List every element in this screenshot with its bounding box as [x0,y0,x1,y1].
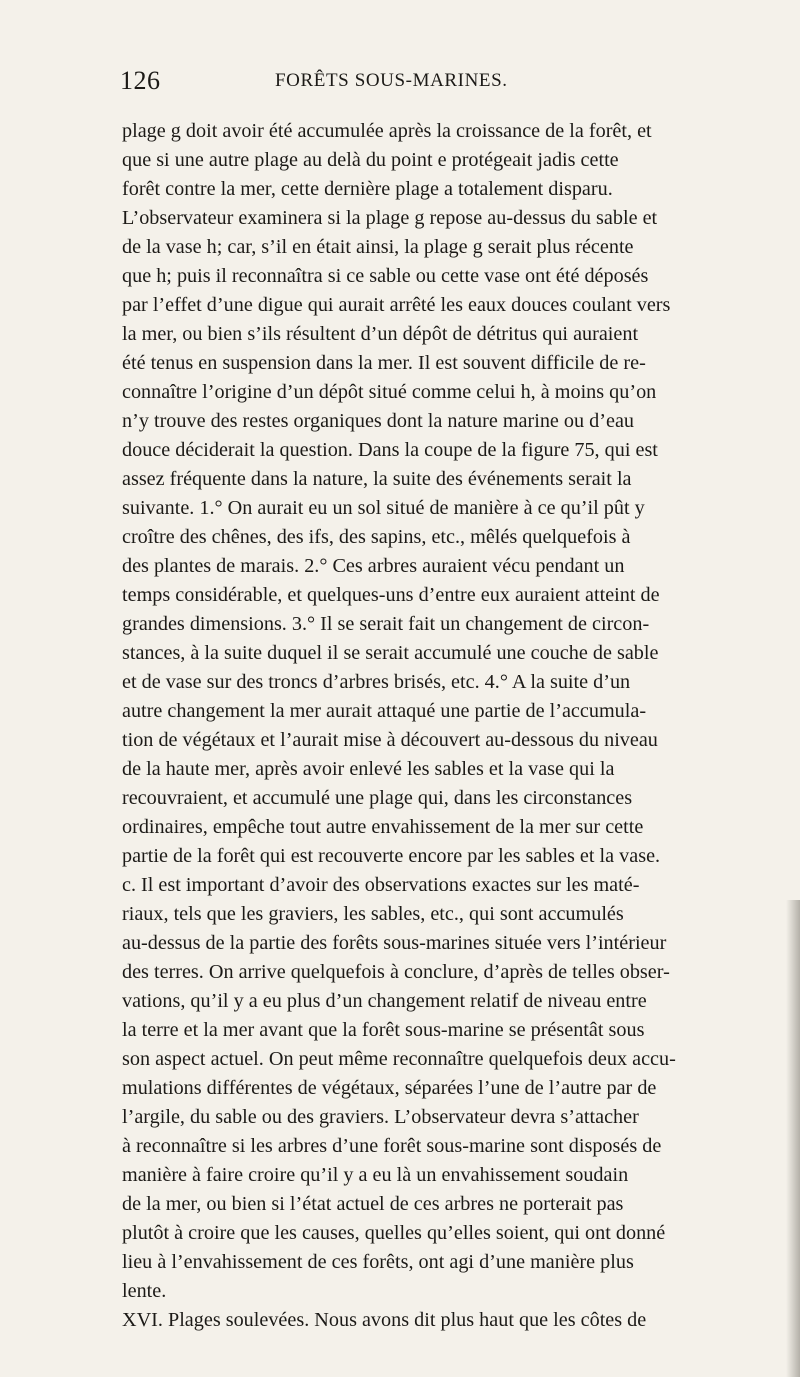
running-title: FORÊTS SOUS-MARINES. [275,70,508,91]
text-line: au-dessus de la partie des forêts sous-marines située vers l’intérieur [122,932,667,954]
text-line: que h; puis il reconnaîtra si ce sable ou cette vase ont été déposés [122,265,649,287]
text-line: lente. [122,1280,167,1302]
body-text [122,118,800,1338]
text-line: temps considérable, et quelques-uns d’entre eux auraient atteint de [122,584,660,606]
text-line: que si une autre plage au delà du point e protégeait jadis cette [122,149,619,171]
text-line: des terres. On arrive quelquefois à conclure, d’après de telles obser- [122,961,670,983]
text-line: la mer, ou bien s’ils résultent d’un dépôt de détritus qui auraient [122,323,639,345]
page-header [120,66,680,106]
text-line: douce déciderait la question. Dans la coupe de la figure 75, qui est [122,439,658,461]
text-line: croître des chênes, des ifs, des sapins, etc., mêlés quelquefois à [122,526,631,548]
text-line: mulations différentes de végétaux, séparées l’une de l’autre par de [122,1077,657,1099]
text-line: autre changement la mer aurait attaqué une partie de l’accumula- [122,700,647,722]
text-line: son aspect actuel. On peut même reconnaître quelquefois deux accu- [122,1048,676,1070]
text-line: été tenus en suspension dans la mer. Il est souvent difficile de re- [122,352,646,374]
text-line: connaître l’origine d’un dépôt situé comme celui h, à moins qu’on [122,381,657,403]
text-line: recouvraient, et accumulé une plage qui, dans les circonstances [122,787,633,809]
text-line: assez fréquente dans la nature, la suite des événements serait la [122,468,632,490]
text-line: riaux, tels que les graviers, les sables, etc., qui sont accumulés [122,903,624,925]
text-line: manière à faire croire qu’il y a eu là un envahissement soudain [122,1164,629,1186]
text-line: des plantes de marais. 2.° Ces arbres auraient vécu pendant un [122,555,625,577]
text-line: tion de végétaux et l’aurait mise à découvert au-dessous du niveau [122,729,658,751]
text-line: lieu à l’envahissement de ces forêts, ont agi d’une manière plus [122,1251,634,1273]
page-edge-shadow [786,900,800,1377]
text-line: de la vase h; car, s’il en était ainsi, la plage g serait plus récente [122,236,634,258]
text-line: c. Il est important d’avoir des observations exactes sur les maté- [122,874,640,896]
text-line: et de vase sur des troncs d’arbres brisés, etc. 4.° A la suite d’un [122,671,631,693]
text-line: ordinaires, empêche tout autre envahissement de la mer sur cette [122,816,644,838]
text-line: partie de la forêt qui est recouverte encore par les sables et la vase. [122,845,661,867]
text-line: plage g doit avoir été accumulée après la croissance de la forêt, et [122,120,652,142]
text-line: L’observateur examinera si la plage g repose au-dessus du sable et [122,207,658,229]
text-line: suivante. 1.° On aurait eu un sol situé de manière à ce qu’il pût y [122,497,645,519]
text-line: de la haute mer, après avoir enlevé les sables et la vase qui la [122,758,615,780]
text-line: XVI. Plages soulevées. Nous avons dit plus haut que les côtes de [122,1309,647,1331]
text-line: de la mer, ou bien si l’état actuel de ces arbres ne porterait pas [122,1193,624,1215]
text-line: n’y trouve des restes organiques dont la nature marine ou d’eau [122,410,635,432]
text-line: stances, à la suite duquel il se serait accumulé une couche de sable [122,642,659,664]
text-line: vations, qu’il y a eu plus d’un changement relatif de niveau entre [122,990,647,1012]
text-line: grandes dimensions. 3.° Il se serait fait un changement de circon- [122,613,650,635]
page-number: 126 [120,66,161,95]
text-line: plutôt à croire que les causes, quelles qu’elles soient, qui ont donné [122,1222,666,1244]
text-line: par l’effet d’une digue qui aurait arrêté les eaux douces coulant vers [122,294,671,316]
text-line: la terre et la mer avant que la forêt sous-marine se présentât sous [122,1019,645,1041]
text-line: l’argile, du sable ou des graviers. L’observateur devra s’attacher [122,1106,639,1128]
text-line: à reconnaître si les arbres d’une forêt sous-marine sont disposés de [122,1135,662,1157]
text-line: forêt contre la mer, cette dernière plage a totalement disparu. [122,178,613,200]
